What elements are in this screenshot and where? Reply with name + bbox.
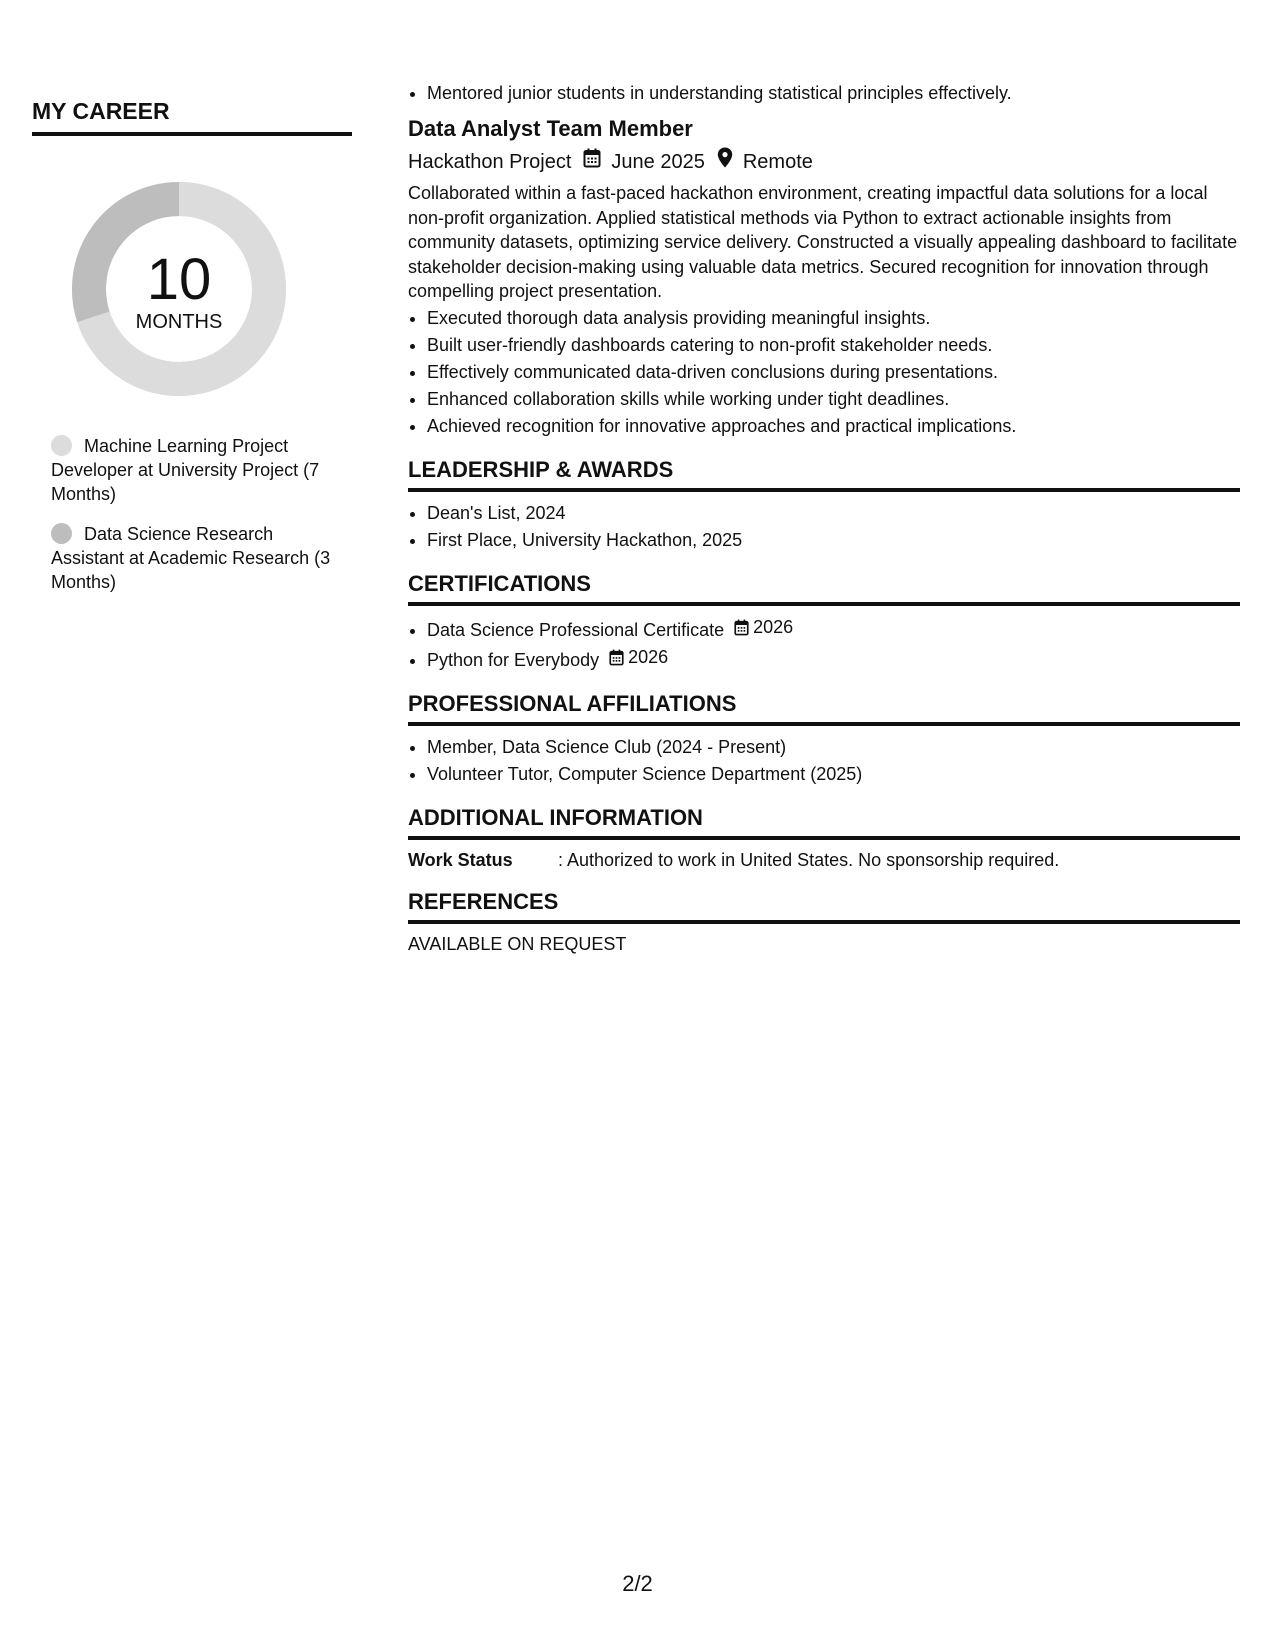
career-sidebar (32, 96, 352, 610)
job-company: Hackathon Project (408, 150, 572, 173)
work-status-value: : Authorized to work in United States. No sponsorship required. (558, 849, 1060, 870)
career-legend-item (51, 434, 341, 506)
career-legend-item (51, 522, 341, 594)
work-status-label: Work Status (408, 849, 513, 870)
affiliations-divider (408, 722, 1240, 726)
page-number: 2/2 (622, 1571, 653, 1596)
job-bullet: • Built user-friendly dashboards catering to non-profit stakeholder needs. (427, 332, 1240, 359)
job-title: Data Analyst Team Member (408, 116, 693, 141)
certifications-divider (408, 602, 1240, 606)
calendar-icon (734, 619, 753, 636)
job-meta (408, 147, 1240, 176)
calendar-icon (583, 148, 601, 176)
job-bullet: • Achieved recognition for innovative approaches and practical implications. (427, 413, 1240, 440)
career-legend-label: Machine Learning Project Developer at University Project (7 Months) (51, 436, 320, 504)
career-heading: MY CAREER (32, 98, 170, 124)
certification-year: 2026 (753, 616, 794, 637)
work-status-row (408, 848, 1240, 872)
affiliation-item: • Volunteer Tutor, Computer Science Department (2025) (427, 761, 1240, 788)
leadership-list (408, 500, 1240, 554)
certification-item (427, 644, 1240, 674)
career-total-unit: MONTHS (135, 311, 223, 333)
affiliation-item: • Member, Data Science Club (2024 - Present) (427, 734, 1240, 761)
legend-dot (51, 523, 72, 544)
job-date: June 2025 (611, 150, 705, 173)
career-legend-label: Data Science Research Assistant at Academic Research (3 Months) (51, 524, 331, 592)
certification-name: Python for Everybody (427, 649, 600, 670)
additional-info-heading: ADDITIONAL INFORMATION (408, 804, 703, 830)
job-description: Collaborated within a fast-paced hackathon environment, creating impactful data solutions for a local non-profit organization. Applied statistical methods via Python to extract actionable insights from community datasets, optimizing service delivery. Constructed a visually appealing dashboard to facilitate stakeholder decision-making using valuable data metrics. Secured recognition for innovation through compelling project presentation. (408, 183, 1238, 301)
certification-date (609, 644, 668, 671)
job-bullet: • Effectively communicated data-driven conclusions during presentations. (427, 359, 1240, 386)
references-divider (408, 920, 1240, 924)
references-heading: REFERENCES (408, 888, 559, 914)
resume-main (408, 80, 1240, 956)
additional-info-divider (408, 836, 1240, 840)
award-item: • Dean's List, 2024 (427, 500, 1240, 527)
leadership-heading: LEADERSHIP & AWARDS (408, 456, 674, 482)
previous-job-bullets (408, 80, 1240, 107)
career-divider (32, 132, 352, 136)
map-pin-icon (717, 147, 733, 176)
certification-date (734, 614, 793, 641)
award-item: • First Place, University Hackathon, 2025 (427, 527, 1240, 554)
references-text: AVAILABLE ON REQUEST (408, 933, 627, 954)
career-legend (51, 434, 352, 594)
donut-center (66, 176, 292, 402)
leadership-divider (408, 488, 1240, 492)
job-location: Remote (742, 150, 813, 173)
certifications-heading: CERTIFICATIONS (408, 570, 591, 596)
previous-job-bullet: • Mentored junior students in understanding statistical principles effectively. (427, 80, 1240, 107)
job-bullet: • Executed thorough data analysis providing meaningful insights. (427, 305, 1240, 332)
affiliations-list (408, 734, 1240, 788)
career-donut-chart (66, 176, 292, 402)
certification-item (427, 614, 1240, 644)
job-bullets (408, 305, 1240, 440)
calendar-icon (609, 649, 628, 666)
career-total-number: 10 (146, 247, 212, 312)
certifications-list (408, 614, 1240, 674)
job-bullet: • Enhanced collaboration skills while working under tight deadlines. (427, 386, 1240, 413)
affiliations-heading: PROFESSIONAL AFFILIATIONS (408, 690, 737, 716)
legend-dot (51, 435, 72, 456)
certification-name: Data Science Professional Certificate (427, 619, 725, 640)
certification-year: 2026 (628, 646, 669, 667)
